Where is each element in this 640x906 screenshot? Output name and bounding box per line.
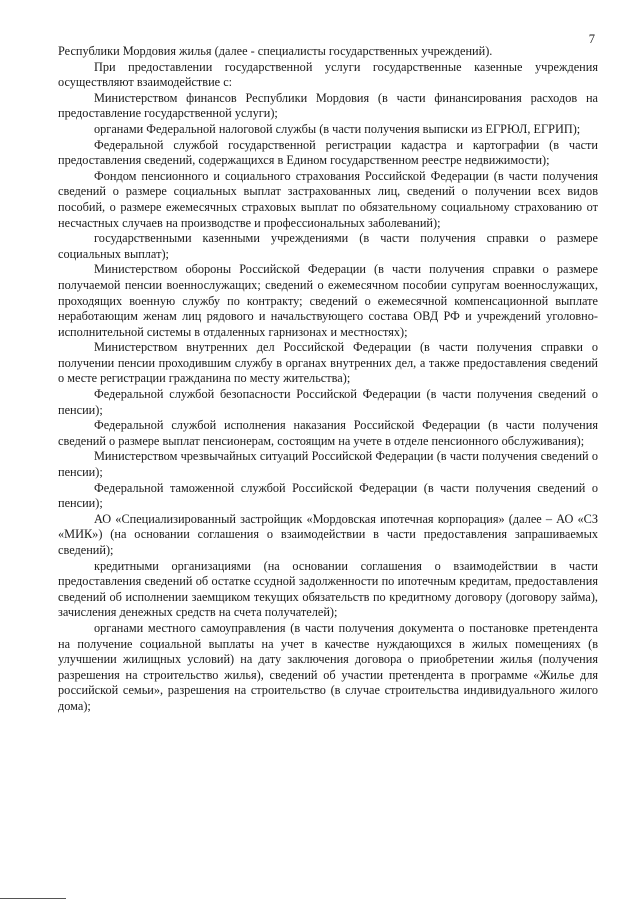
paragraph-customs-service: Федеральной таможенной службой Российской Федерации (в части получения сведений о пенсии); [58,480,598,511]
paragraph-continuation: Республики Мордовия жилья (далее - специалисты государственных учреждений). [58,44,493,58]
footer-divider [0,898,66,899]
paragraph-mortgage-corporation: АО «Специализированный застройщик «Мордовская ипотечная корпорация» (далее – АО «СЗ «МИК») (на основании соглашения о взаимодействии в части предоставления запрашиваемых сведений); [58,511,598,557]
paragraph-interaction-intro: При предоставлении государственной услуги государственные казенные учреждения осуществляют взаимодействие с: [58,59,598,90]
paragraph-emergencies-ministry: Министерством чрезвычайных ситуаций Российской Федерации (в части получения сведений о пенсии); [58,449,598,480]
paragraph-fsb: Федеральной службой безопасности Российской Федерации (в части получения сведений о пенсии); [58,387,598,417]
paragraph-penitentiary-service: Федеральной службой исполнения наказания Российской Федерации (в части получения сведений о размере выплат пенсионерам, состоящим на учете в отделе пенсионного обслуживания); [58,418,598,448]
paragraph-pension-fund: Фондом пенсионного и социального страхования Российской Федерации (в части получения сведений о размере социальных выплат застрахованных лиц, сведений о получении всех видов пособий, о размере ежемесячных страховых выплат по обязательному социальному страхованию от несчастных случаев на производстве и профессиональных заболеваний); [58,168,598,230]
paragraph-local-government: органами местного самоуправления (в части получения документа о постановке претендента на получение социальной выплаты на учет в качестве нуждающихся в жилых помещениях (в улучшении жилищных условий) на дату заключения договора о приобретении жилья (получения разрешения на строительство жилья), сведений об участии претендента в программе «Жилье для российской семьи», разрешения на строительство (в случае строительства индивидуального жилого дома); [58,620,598,713]
paragraph-rosreestr: Федеральной службой государственной регистрации кадастра и картографии (в части предоставления сведений, содержащихся в Едином государственном реестре недвижимости); [58,137,598,168]
paragraph-tax-service: органами Федеральной налоговой службы (в части получения выписки из ЕГРЮЛ, ЕГРИП); [94,121,581,136]
paragraph-minfin: Министерством финансов Республики Мордовия (в части финансирования расходов на предоставление государственной услуги); [58,90,598,121]
paragraph-state-institutions: государственными казенными учреждениями (в части получения справки о размере социальных выплат); [58,231,598,261]
paragraph-credit-organizations: кредитными организациями (на основании соглашения о взаимодействии в части предоставления сведений об остатке ссудной задолженности по ипотечным кредитам, предоставления сведений об исполнении заемщиком текущих обязательств по кредитному договору (договору займа), зачисления денежных средств на счета получателей); [58,558,598,620]
paragraph-ministry-defense: Министерством обороны Российской Федерации (в части получения справки о размере получаемой пенсии военнослужащих; сведений о ежемесячном пособии супругам военнослужащих, проходящих военную службу по контракту; сведений о ежемесячной компенсационной выплате неработающим женам лиц рядового и начальствующего состава ОВД РФ и учреждений уголовно-исполнительной системы в отдаленных гарнизонах и местностях); [58,262,598,339]
page-number: 7 [588,32,595,46]
document-body [58,44,598,715]
paragraph-ministry-interior: Министерством внутренних дел Российской Федерации (в части получения справки о получении пенсии проходившим службу в органах внутренних дел, а также предоставления сведений о месте регистрации гражданина по месту жительства); [58,340,598,386]
